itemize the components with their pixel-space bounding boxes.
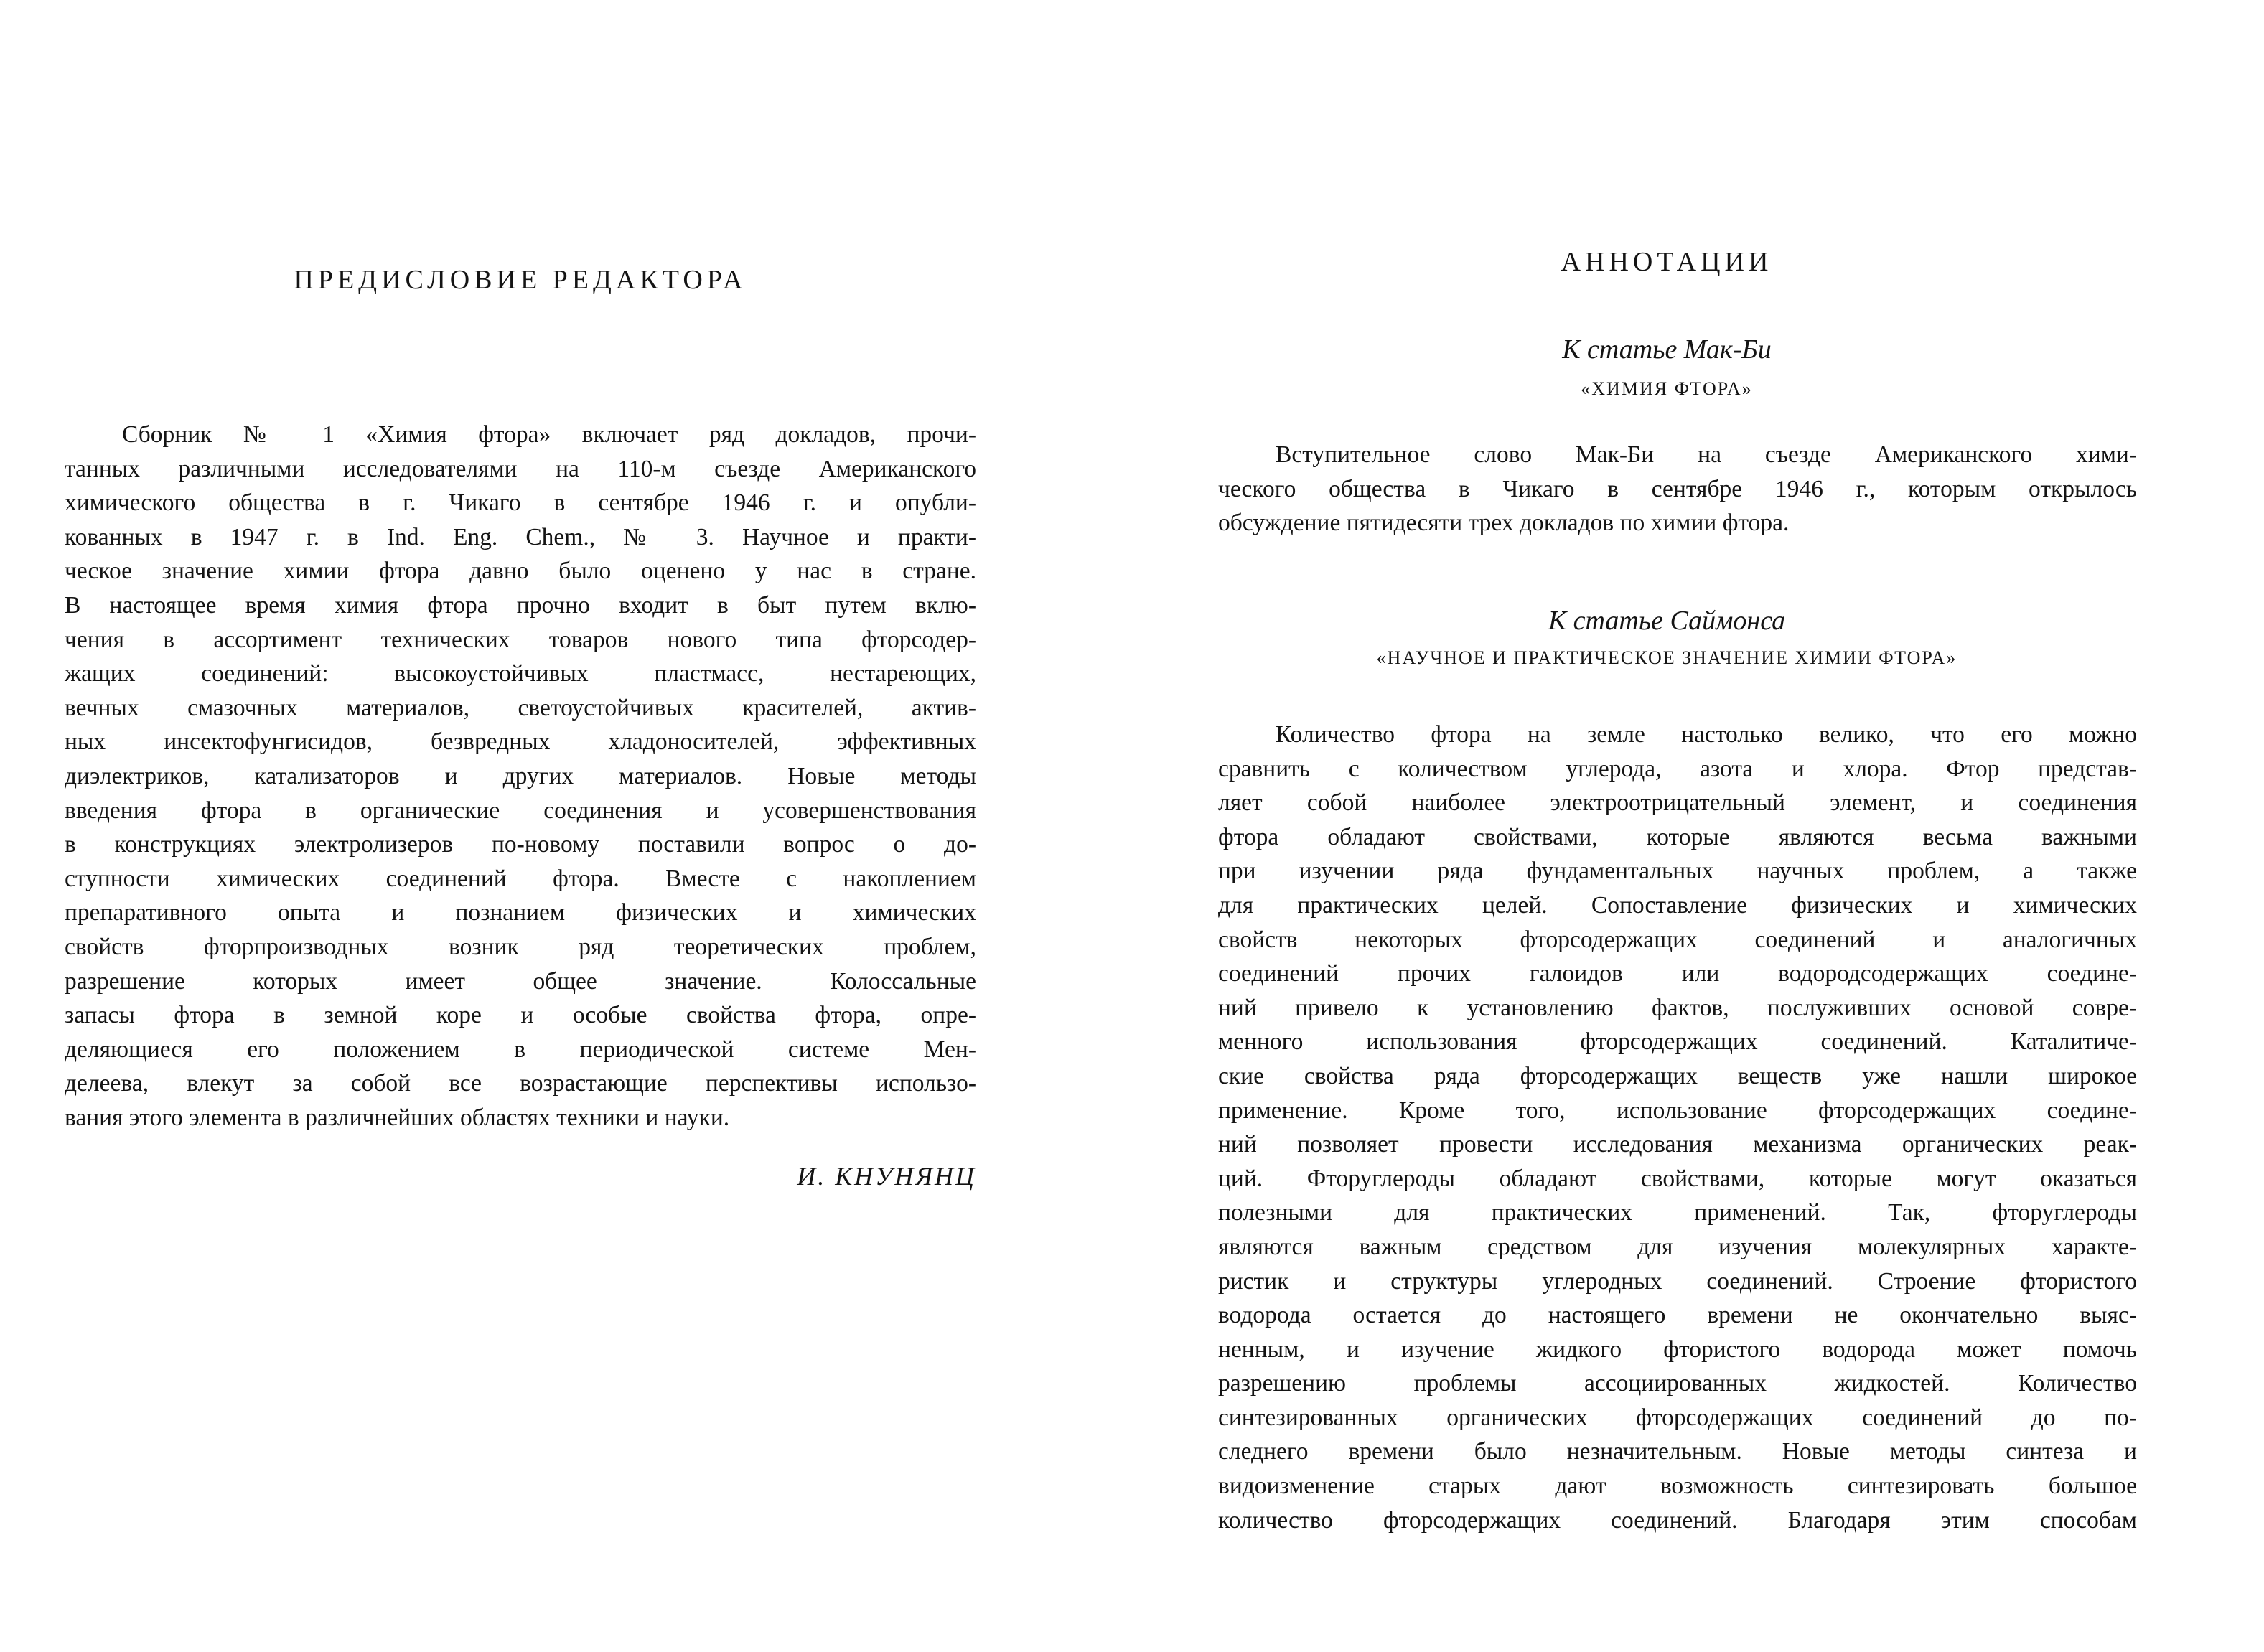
article1-subtitle: «ХИМИЯ ФТОРА» <box>1581 378 1753 399</box>
text-line: ненным, и изучение жидкого фтористого водорода может помочь <box>1218 1336 2137 1363</box>
text-line: танных различными исследователями на 110-м съезде Американского <box>65 455 976 482</box>
text-line: ций. Фторуглероды обладают свойствами, которые могут оказаться <box>1218 1165 2137 1192</box>
text-line: ческое значение химии фтора давно было оценено у нас в стране. <box>65 558 976 585</box>
text-line: запасы фтора в земной коре и особые свойства фтора, опре- <box>65 1002 976 1029</box>
article2-title: К статье Саймонса <box>1548 606 1786 636</box>
text-line: для практических целей. Сопоставление физических и химических <box>1218 891 2137 919</box>
text-line: полезными для практических применений. Так, фторуглероды <box>1218 1199 2137 1226</box>
article1-body <box>1218 438 2137 540</box>
annotations-heading: АННОТАЦИИ <box>1561 247 1773 277</box>
text-line: вечных смазочных материалов, светоустойчивых красителей, актив- <box>65 694 976 721</box>
text-line: разрешение которых имеет общее значение. Колоссальные <box>65 967 976 995</box>
text-line: Количество фтора на земле настолько велико, что его можно <box>1276 721 2137 748</box>
text-line: синтезированных органических фторсодержащих соединений до по- <box>1218 1404 2137 1431</box>
text-line: свойств фторпроизводных возник ряд теоретических проблем, <box>65 933 976 960</box>
right-page <box>1132 0 2264 1652</box>
preface-body <box>65 418 976 1135</box>
text-line: диэлектриков, катализаторов и других материалов. Новые методы <box>65 762 976 789</box>
text-line: ляет собой наиболее электроотрицательный элемент, и соединения <box>1218 789 2137 817</box>
text-line: Сборник № 1 «Химия фтора» включает ряд докладов, прочи- <box>122 421 976 448</box>
text-line: ний привело к установлению фактов, послуживших основой совре- <box>1218 994 2137 1021</box>
text-line: химического общества в г. Чикаго в сентябре 1946 г. и опубли- <box>65 489 976 517</box>
text-line: ческого общества в Чикаго в сентябре 1946 г., которым открылось <box>1218 475 2137 502</box>
text-line: сравнить с количеством углерода, азота и хлора. Фтор представ- <box>1218 755 2137 782</box>
text-line: разрешению проблемы ассоциированных жидкостей. Количество <box>1218 1370 2137 1397</box>
text-line: жащих соединений: высокоустойчивых пластмасс, нестареющих, <box>65 660 976 687</box>
text-line: В настоящее время химия фтора прочно входит в быт путем вклю- <box>65 591 976 619</box>
article1-title: К статье Мак-Би <box>1562 334 1772 365</box>
text-line: препаративного опыта и познанием физических и химических <box>65 899 976 926</box>
text-line: свойств некоторых фторсодержащих соединений и аналогичных <box>1218 926 2137 953</box>
text-line: являются важным средством для изучения молекулярных характе- <box>1218 1233 2137 1260</box>
article2-subtitle: «НАУЧНОЕ И ПРАКТИЧЕСКОЕ ЗНАЧЕНИЕ ХИМИИ ФТОРА» <box>1376 647 1957 668</box>
text-line: Вступительное слово Мак-Би на съезде Американского хими- <box>1276 441 2137 468</box>
text-line: применение. Кроме того, использование фторсодержащих соедине- <box>1218 1097 2137 1124</box>
text-line: видоизменение старых дают возможность синтезировать большое <box>1218 1473 2137 1500</box>
text-line: введения фтора в органические соединения и усовершенствования <box>65 797 976 824</box>
text-line: ристик и структуры углеродных соединений. Строение фтористого <box>1218 1267 2137 1295</box>
text-line: водорода остается до настоящего времени не окончательно выяс- <box>1218 1302 2137 1329</box>
text-line: ных инсектофунгисидов, безвредных хладоносителей, эффективных <box>65 728 976 756</box>
text-line: количество фторсодержащих соединений. Благодаря этим способам <box>1218 1506 2137 1534</box>
text-line: вания этого элемента в различнейших областях техники и науки. <box>65 1104 730 1131</box>
text-line: при изучении ряда фундаментальных научных проблем, а также <box>1218 858 2137 885</box>
text-line: фтора обладают свойствами, которые являются весьма важными <box>1218 823 2137 850</box>
text-line: следнего времени было незначительным. Новые методы синтеза и <box>1218 1438 2137 1465</box>
text-line: обсуждение пятидесяти трех докладов по химии фтора. <box>1218 510 1790 537</box>
text-line: соединений прочих галоидов или водородсодержащих соедине- <box>1218 960 2137 987</box>
text-line: ний позволяет провести исследования механизма органических реак- <box>1218 1131 2137 1158</box>
text-line: в конструкциях электролизеров по-новому поставили вопрос о до- <box>65 831 976 858</box>
text-line: деляющиеся его положением в периодической системе Мен- <box>65 1036 976 1063</box>
text-line: ступности химических соединений фтора. Вместе с накоплением <box>65 865 976 892</box>
article2-body <box>1218 718 2137 1537</box>
text-line: чения в ассортимент технических товаров нового типа фторсодер- <box>65 626 976 653</box>
text-line: кованных в 1947 г. в Ind. Eng. Chem., № 3. Научное и практи- <box>65 523 976 550</box>
text-line: делеева, влекут за собой все возрастающие перспективы использо- <box>65 1070 976 1097</box>
text-line: менного использования фторсодержащих соединений. Каталитиче- <box>1218 1028 2137 1056</box>
text-line: ские свойства ряда фторсодержащих веществ уже нашли широкое <box>1218 1062 2137 1089</box>
editor-preface-heading: ПРЕДИСЛОВИЕ РЕДАКТОРА <box>294 265 747 295</box>
signature: И. КНУНЯНЦ <box>797 1162 976 1191</box>
